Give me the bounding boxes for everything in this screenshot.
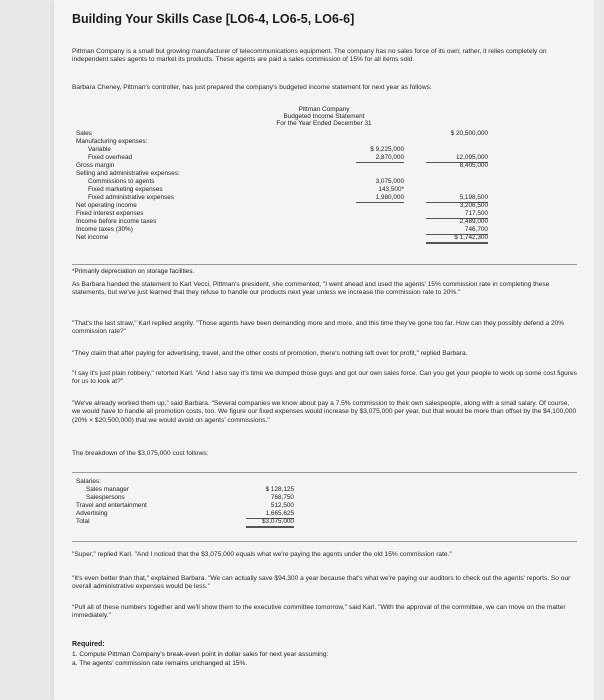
cost-table-top-rule: [72, 472, 577, 473]
statement-row: Income before income taxes 2,489,000: [76, 218, 488, 225]
dialogue-paragraph: The breakdown of the $3,075,000 cost follows:: [72, 450, 209, 457]
cost-row: Salespersons 768,750: [86, 494, 294, 501]
section-divider: [72, 264, 577, 265]
statement-row: Sales $ 20,500,000: [76, 130, 488, 137]
document-page: [54, 0, 594, 700]
intro-paragraph-2: Barbara Cheney, Pittman's controller, has just prepared the company's budgeted income statement for next year as follows:: [72, 84, 432, 91]
dialogue-paragraph: "I say it's just plain robbery," retorted Karl. "And I also say it's time we dumped those guys and got our own sales force. Can you get your people to work up some cost figures for us to look at?": [72, 370, 577, 386]
statement-row: Net income $ 1,742,300: [76, 234, 531, 242]
intro-paragraph: Pittman Company is a small but growing manufacturer of telecommunications equipment. The company has no sales force of its own; rather, it relies completely on independent sales agents to market its products. These agents are paid a sales commission of 15% for all items sold.: [72, 48, 547, 64]
statement-row: Fixed overhead 2,870,000 12,095,000: [88, 154, 488, 161]
dialogue-paragraph: As Barbara handed the statement to Karl Vecci, Pittman's president, she commented, "I went ahead and used the agents' 15% commission rate in completing these statements, but we've just learned that they refuse to handle our products next year unless we increase the commission rate to 20%.": [72, 281, 550, 297]
statement-row: Income taxes (30%) 746,700: [76, 226, 488, 233]
dialogue-paragraph: "Super," replied Karl. "And I noticed that the $3,075,000 equals what we're paying the agents under the old 15% commission rate.": [72, 551, 452, 558]
cost-row: Advertising 1,665,625: [76, 510, 294, 517]
cost-row-total: Total $3,075,000: [76, 518, 336, 526]
statement-row: Fixed marketing expenses 143,500*: [88, 186, 404, 193]
statement-row: Selling and administrative expenses:: [76, 170, 180, 177]
required-item-1: 1. Compute Pittman Company's break-even point in dollar sales for next year assuming:: [72, 651, 329, 658]
dialogue-paragraph: "That's the last straw," Karl replied angrily. "Those agents have been demanding more and more, and this time they've gone too far. How can they possibly defend a 20% commission rate?": [72, 320, 565, 336]
statement-row: Commissions to agents 3,075,000: [88, 178, 404, 185]
dialogue-paragraph: "Pull all of these numbers together and we'll show them to the executive committee tomorrow," said Karl. "With the approval of the committee, we can move on the matter immediately.": [72, 604, 566, 620]
required-heading: Required:: [72, 641, 105, 648]
footnote: *Primarily depreciation on storage facilities.: [72, 268, 195, 275]
required-item-1a: a. The agents' commission rate remains unchanged at 15%.: [72, 660, 248, 667]
statement-row: Manufacturing expenses:: [76, 138, 148, 145]
statement-row: Gross margin 8,405,000: [76, 162, 488, 169]
statement-period: For the Year Ended December 31: [276, 120, 372, 127]
cost-row: Sales manager $ 128,125: [86, 486, 294, 493]
statement-row: Variable $ 9,225,000: [88, 146, 404, 153]
statement-row: Fixed interest expenses 717,500: [76, 210, 488, 217]
statement-row: Net operating income 3,206,500: [76, 202, 488, 209]
statement-row: Fixed administrative expenses 1,980,000 5,198,500: [88, 194, 488, 201]
dialogue-paragraph: "It's even better than that," explained Barbara. "We can actually save $94,300 a year because that's what we're paying our auditors to check out the agents' reports. So our overall administrative expenses would be less.": [72, 575, 571, 591]
case-title: Building Your Skills Case [LO6-4, LO6-5, LO6-6]: [72, 12, 355, 26]
cost-table-bottom-rule: [72, 541, 577, 542]
cost-row: Travel and entertainment 512,500: [76, 502, 294, 509]
dialogue-paragraph: "We've already worked them up," said Barbara. "Several companies we know about pay a 7.5% commission to their own salespeople, along with a small salary. Of course, we would have to handle all promotion costs, too. We figure our fixed expenses would increase by $3,075,000 per year, but that would be more than offset by the $4,100,000 (20% × $20,500,000) that we would avoid on agents' commissions.": [72, 400, 577, 424]
statement-company: Pittman Company: [298, 106, 350, 113]
statement-name: Budgeted Income Statement: [283, 113, 365, 120]
cost-heading: Salaries:: [76, 478, 101, 485]
dialogue-paragraph: "They claim that after paying for advertising, travel, and the other costs of promotion, there's nothing left over for profit," replied Barbara.: [72, 350, 468, 357]
